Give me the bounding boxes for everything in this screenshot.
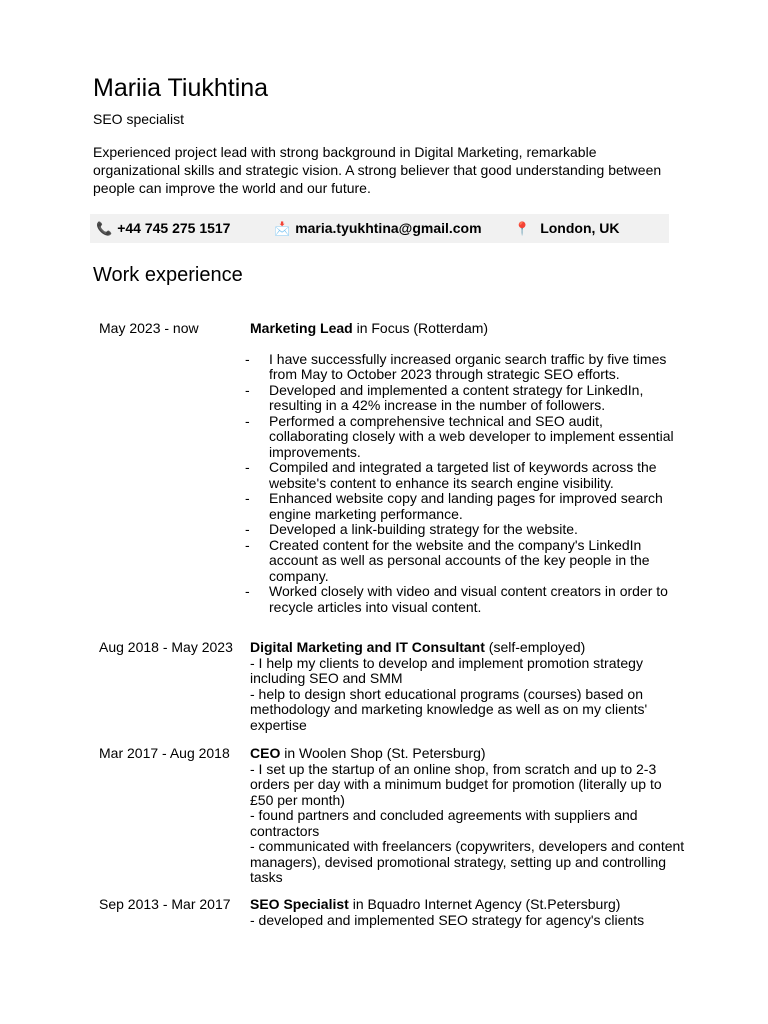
job-period: Mar 2017 - Aug 2018 (99, 745, 230, 761)
contact-email[interactable] (274, 220, 482, 237)
job-title: CEO (250, 745, 281, 761)
list-item: - Enhanced website copy and landing pages for improved search engine marketing performance. (245, 491, 685, 522)
job-org: in Woolen Shop (St. Petersburg) (280, 745, 486, 761)
candidate-name: Mariia Tiukhtina (93, 74, 269, 102)
candidate-role: SEO specialist (93, 111, 185, 127)
contact-bar (90, 214, 669, 243)
job-line: - found partners and concluded agreements with suppliers and contractors (250, 807, 638, 839)
job-content (250, 897, 685, 928)
job-heading (250, 321, 685, 337)
job-content (250, 321, 685, 615)
job-line: - developed and implemented SEO strategy for agency's clients (250, 911, 645, 928)
list-item: - Developed and implemented a content strategy for LinkedIn, resulting in a 42% increase in the number of followers. (245, 383, 685, 414)
list-item: - I have successfully increased organic search traffic by five times from May to October 2023 through strategic SEO efforts. (245, 352, 685, 383)
job-org: in Focus (Rotterdam) (352, 320, 489, 336)
list-item: - Created content for the website and the company's LinkedIn account as well as personal accounts of the key people in the company. (245, 538, 685, 585)
list-item: - Worked closely with video and visual content creators in order to recycle articles into visual content. (245, 584, 685, 615)
pin-icon: 📍 (514, 221, 531, 236)
job-line: - help to design short educational programs (courses) based on methodology and marketing knowledge as well as on my clients' expertise (250, 685, 648, 733)
contact-location (514, 220, 620, 237)
contact-phone (96, 220, 230, 237)
summary-paragraph: Experienced project lead with strong background in Digital Marketing, remarkable organizational skills and strategic vision. A strong believer that good understanding between people can improve the world and our future. (93, 144, 662, 196)
list-item: - Compiled and integrated a targeted list of keywords across the website's content to enhance its search engine visibility. (245, 460, 685, 491)
job-period: Aug 2018 - May 2023 (99, 639, 233, 655)
job-line: - I set up the startup of an online shop, from scratch and up to 2-3 orders per day with a minimum budget for promotion (literally up to £50 per month) (250, 760, 662, 808)
job-title: SEO Specialist (250, 896, 349, 912)
phone-icon: 📞 (96, 221, 113, 236)
job-content (250, 640, 685, 733)
email-address[interactable]: maria.tyukhtina@gmail.com (295, 220, 482, 236)
list-item: - Developed a link-building strategy for the website. (245, 522, 685, 538)
job-org: in Bquadro Internet Agency (St.Petersburg) (348, 896, 621, 912)
phone-number: +44 745 275 1517 (117, 220, 231, 236)
job-org: (self-employed) (484, 639, 586, 655)
work-experience-heading: Work experience (93, 264, 243, 286)
list-item: - Performed a comprehensive technical and SEO audit, collaborating closely with a web developer to implement essential improvements. (245, 414, 685, 461)
job-title: Digital Marketing and IT Consultant (250, 639, 485, 655)
job-heading (250, 897, 685, 913)
job-bullets (245, 352, 685, 616)
job-line: - I help my clients to develop and implement promotion strategy including SEO and SMM (250, 654, 643, 686)
location-text: London, UK (540, 220, 620, 236)
job-line: - communicated with freelancers (copywriters, developers and content managers), devised promotional strategy, setting up and controlling tasks (250, 838, 685, 885)
envelope-icon: 📩 (274, 221, 291, 236)
job-title: Marketing Lead (250, 320, 353, 336)
job-content (250, 746, 685, 886)
job-heading (250, 746, 685, 762)
job-period: Sep 2013 - Mar 2017 (99, 896, 231, 912)
job-heading (250, 640, 685, 656)
job-period: May 2023 - now (99, 320, 199, 336)
